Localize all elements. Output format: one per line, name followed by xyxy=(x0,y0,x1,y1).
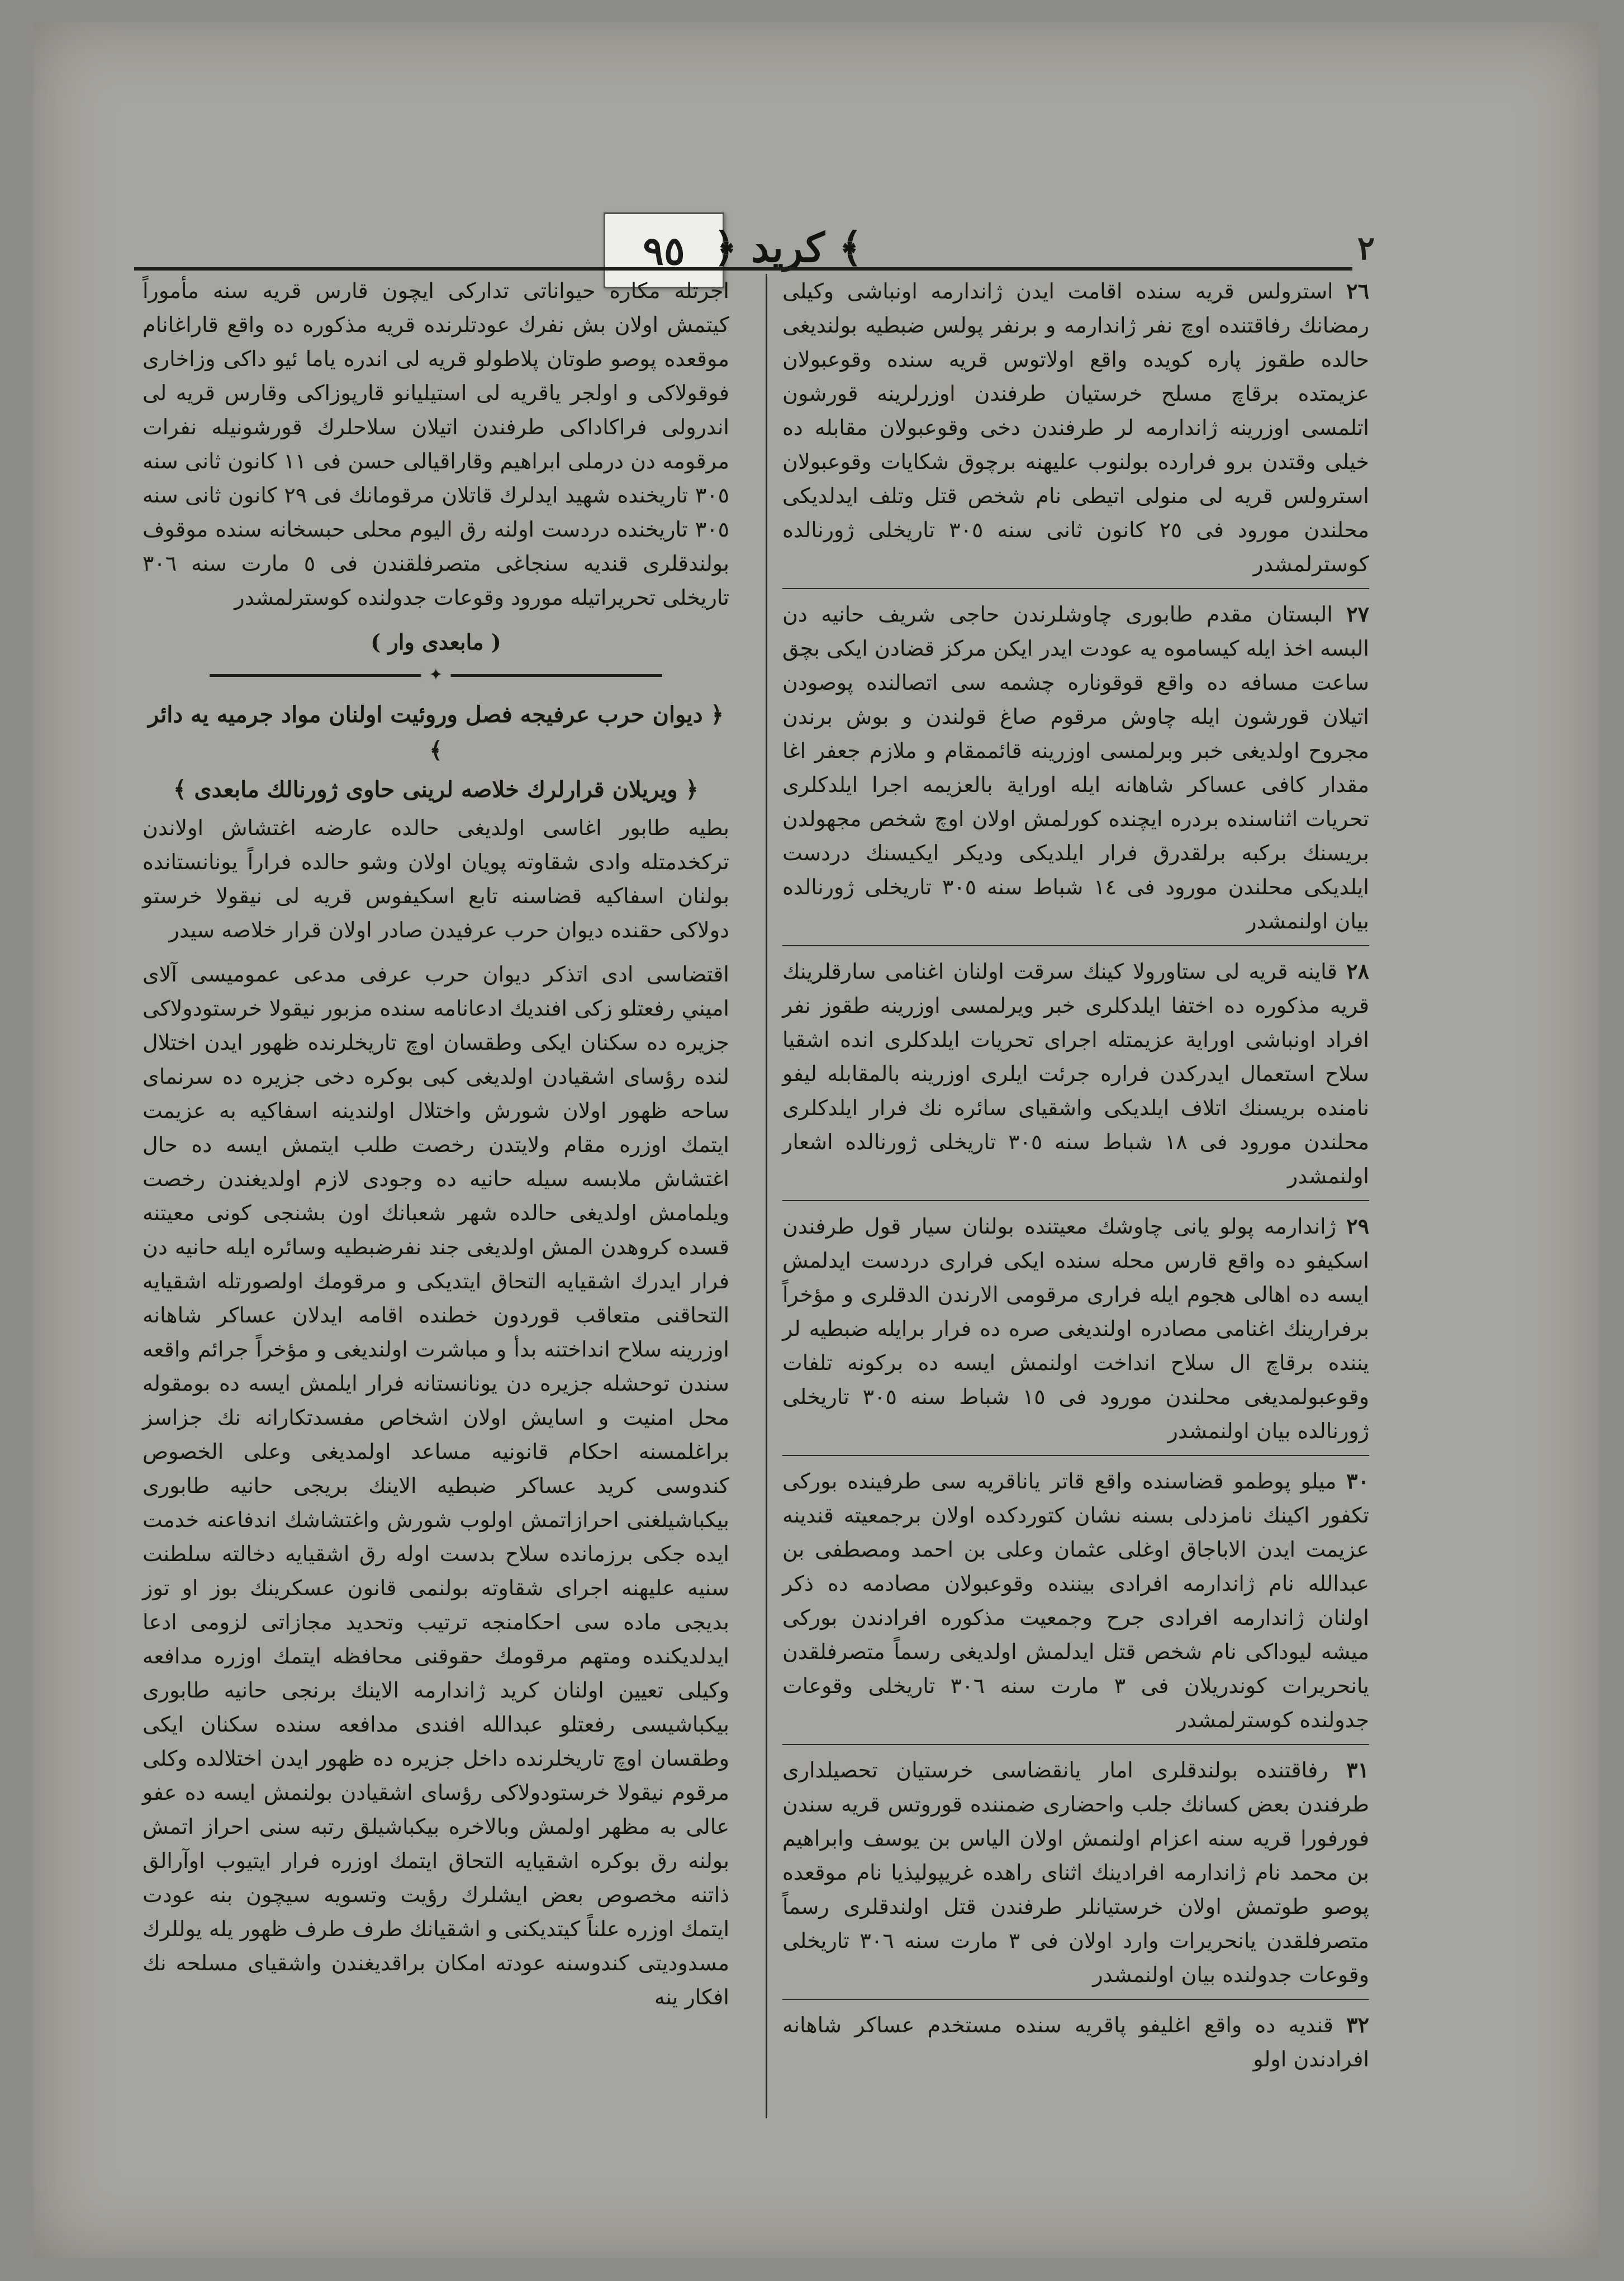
entry-26 xyxy=(782,274,1369,581)
ornamental-divider xyxy=(143,667,729,684)
entry-number: ٢٦ xyxy=(1346,278,1369,303)
entry-divider xyxy=(782,1999,1369,2000)
entry-31 xyxy=(782,1753,1369,1992)
entry-number: ٢٨ xyxy=(1346,959,1369,984)
left-column xyxy=(143,274,729,2024)
entry-divider xyxy=(782,1744,1369,1745)
masthead-title: ﴿ كريد ﴾ xyxy=(713,224,863,271)
right-column xyxy=(782,274,1369,2083)
entry-number: ٢٧ xyxy=(1346,601,1369,627)
archive-stamp-number: ٩٥ xyxy=(604,212,724,288)
section-heading-line-2: ﴿ ويريلان قرارلرك خلاصه لرينى حاوى ژورنالك مابعدى ﴾ xyxy=(173,776,699,803)
continued-article-text: اجرتله مكاره حيواناتى تداركى ايچون قارس قريه سنه مأموراً كيتمش اولان بش نفرك عودتلرنده قريه مذكوره ده واقع قاراغانام موقعده پوصو طوتان پلاطولو قريه لى اندره ياما ئيو داكى وزاخارى فوقولاكى و اولجر ياقريه لى استيليانو قارپوزاكى وقارس قريه لى اندرولى فراكاداكى طرفندن اتيلان سلاحلرك قورشونيله نفرات مرقومه دن درملى ابراهيم وقاراقيالى حسن فى ١١ كانون ثانى سنه ٣٠٥ تاريخنده شهيد ايدلرك قاتلان مرقومانك فى ٢٩ كانون ثانى سنه ٣٠٥ تاريخنده دردست اولنه رق اليوم محلى حبسخانه سنده موقوف بولندقلرى قنديه سنجاغى متصرفلقندن فى ٥ مارت سنه ٣٠٦ تاريخلى تحريراتيله مورود وقوعات جدولنده كوسترلمشدر xyxy=(143,278,729,610)
entry-divider xyxy=(782,588,1369,589)
entry-27 xyxy=(782,597,1369,938)
entry-divider xyxy=(782,1200,1369,1201)
header-rule xyxy=(134,267,1352,271)
entry-number: ٣١ xyxy=(1346,1757,1369,1782)
ornament-icon: ✦ xyxy=(421,667,450,684)
entry-number: ٣٠ xyxy=(1346,1468,1369,1493)
court-ruling-body: اقتضاسى ادى اتذكر ديوان حرب عرفى مدعى عموميسى آلاى اميني رفعتلو زكى افنديك ادعانامه سنده مزبور نيقولا خرستودولاكى جزيره ده سكنان ايكى وطقسان اوچ تاريخلرنده ظهور ايدن اختلال لنده رؤساى اشقيادن اولديغى كبى بوكره دخى جزيره ده سرنماى ساحه ظهور اولان شورش واختلال اولندينه اسفاكيه به عزيمت ايتمك اوزره مقام ولايتدن رخصت طلب ايتمش ايسه ده حال اغتشاش ملابسه سيله حانيه ده وجودى لازم اولديغندن رخصت ويلمامش اولديغى حالده شهر شعبانك اون بشنجى كونى معيتنه قسده كروهدن المش اولديغى جند نفرضبطيه وسائره ايله حانيه دن فرار ايدرك اشقيايه التحاق ايتديكى و مرقومك اولصورتله اشقيايه التحاقنى متعاقب قوردون خطنده اقامه ايدلان عساكر شاهانه اوزرينه سلاح انداختنه بدأ و مباشرت اولنديغى و مؤخراً جرائم واقعه سندن توحشله جزيره دن يونانستانه فرار ايلمش ايسه ده بومقوله محل امنيت و اسايش اولان اشخاص مفسدتكارانه نك جزاسز براغلمسنه احكام قانونيه مساعد اولمديغى وعلى الخصوص كندوسى كريد عساكر ضبطيه الاينك بريجى حانيه طابورى بيكباشيلغنى احرازاتمش اولوب شورش واغتشاشك اندفاعنه خدمت ايده جكى برزمانده سلاح بدست اوله رق اشقيايه دخالته سلطنت سنيه عليهنه اجراى شقاوته بولنمى قانون عسكرينك بوز او توز بديجى ماده سى احكامنجه ترتيب وتحديد مجازاتى لزومى ادعا ايدلديكنده ومتهم مرقومك حقوقنى محافظه ايتمك اوزره مدافعه وكيلى تعيين اولنان كريد ژاندارمه الاينك برنجى حانيه طابورى بيكباشيسى رفعتلو عبدالله افندى مدافعه سنده سكنان ايكى وطقسان اوچ تاريخلرنده داخل جزيره ده ظهور ايدن اختلالده وكلى مرقوم نيقولا خرستودولاكى رؤساى اشقيادن بولنمش ايسه ده عفو عالى به مظهر اولمش وبالاخره بيكباشيلق رتبه سنى احراز اتمش بولنه رق بوكره اشقيايه التحاق ايتمك اوزره فرار ايتيوب اوآرالق ذاتنه مخصوص بعض ايشلرك رؤيت وتسويه سيچون بنه عودت ايتمك اوزره علناً كيتديكنى و اشقيانك طرف طرف ظهور يله يوللرك مسدودیتى كندوسنه عودته امكان براقديغندن واشقياى مسلحه نك افكار ينه xyxy=(143,962,729,2009)
entry-28 xyxy=(782,954,1369,1193)
entry-29 xyxy=(782,1209,1369,1448)
entry-number: ٢٩ xyxy=(1346,1213,1369,1239)
entry-30 xyxy=(782,1464,1369,1737)
continued-note: ( مابعدى وار ) xyxy=(371,629,501,655)
entry-number: ٣٢ xyxy=(1346,2012,1369,2037)
entry-text: قاينه قريه لى ستاورولا كينك سرقت اولنان اغنامى سارقلرينك قريه مذكوره ده اختفا ايلدكلرى خبر ويرلمسى اوزرينه طقوز نفر افراد اونباشى اوراية عزيمتله اجراى تحريات ايلدكلرى انده اشقيا سلاح استعمال ايدركدن فراره جرئت ايلرى اوزرينه بالمقابله ليفو نامنده بريسنك اتلاف ايلديكى واشقياى سائره نك فرار ايلدكلرى محلندن مورود فى ١٨ شباط سنه ٣٠٥ تاريخلى ژورنالده اشعار اولنمشدر xyxy=(782,959,1369,1188)
entry-divider xyxy=(782,945,1369,946)
entry-divider xyxy=(782,1455,1369,1456)
entry-text: البستان مقدم طابورى چاوشلرندن حاجى شريف حانيه دن البسه اخذ ايله كيساموه يه عودت ايدر ايكن مركز قضادن ايكى بچق ساعت مسافه ده واقع قوقوناره چشمه سى اتصالنده پوصودن اتيلان قورشون ايله چاوش مرقوم صاغ قولندن و بوش برندن مجروح اولديغى خبر وبرلمسى اوزرينه قائممقام و ملازم جعفر اغا مقدار كافى عساكر شاهانه ايله اوراية بالعزيمه اجرا ايلدكلرى تحريات اثناسنده بردره ايچنده كورلمش اولان اوچ شخص مجهولدن بريسنك بركبه برلقدرق فرار ايلديكى وديكر ايكيسنك دردست ايلديكى محلندن مورود فى ١٤ شباط سنه ٣٠٥ تاريخلى ژورنالده بيان اولنمشدر xyxy=(782,602,1369,933)
page-number: ٢ xyxy=(1357,229,1375,267)
court-ruling-intro: بطيه طابور اغاسى اولديغى حالده عارضه اغتشاش اولاندن تركخدمتله وادى شقاوته پويان اولان وشو حالده فراراً يونانستانده بولنان اسفاكيه قضاسنه تابع اسكيفوس قريه لى نيقولا خرستو دولاكى حقنده ديوان حرب عرفيدن صادر اولان قرار خلاصه سيدر xyxy=(143,815,729,942)
entry-32 xyxy=(782,2008,1369,2076)
entry-text: ميلو پوطمو قضاسنده واقع قاتر ياناقريه سى طرفينده بوركى تكفور اكينك نامزدلى بسنه نشان كتوردكده اولان برجمعيته قندينه عزيمت ايدن الاباجاق اوغلى عثمان وعلى بن احمد ومصطفى بن عبدالله نام ژاندارمه افرادى بيننده وقوعبولان مصادمه ده ذكر اولنان ژاندارمه افرادى جرح وجمعيت مذكوره افرادندن بوركى ميشه ليوداكى نام شخص قتل ايدلمش اولديغى رسماً متصرفلقدن يانحريرات كوندريلان فى ٣ مارت سنه ٣٠٦ تاريخلى وقوعات جدولنده كوسترلمشدر xyxy=(782,1469,1369,1732)
section-heading-line-1: ﴿ ديوان حرب عرفيجه فصل وروئيت اولنان مواد جرميه يه دائر ﴾ xyxy=(148,701,724,764)
entry-text: قنديه ده واقع اغليفو پاقريه سنده مستخدم عساكر شاهانه افرادندن اولو xyxy=(782,2013,1369,2071)
entry-text: ژاندارمه پولو يانى چاوشك معيتنده بولنان سيار قول طرفندن اسكيفو ده واقع قارس محله سنده ايكى فرارى دردست ايدلمش ايسه ده اهالى هجوم ايله فرارى مرقومى الارندن الدقلرى و مؤخراً برفرارينك اغنامى مصادره اولنديغى صره ده فرار برايله ضبطيه لر يننده برقاچ ال سلاح انداخت اولنمش ايسه ده بركونه تلفات وقوعبولمديغى محلندن مورود فى ١٥ شباط سنه ٣٠٥ تاريخلى ژورنالده بيان اولنمشدر xyxy=(782,1214,1369,1443)
entry-text: استرولس قريه سنده اقامت ايدن ژاندارمه اونباشى وكيلى رمضانك رفاقتنده اوچ نفر ژاندارمه و برنفر پولس ضبطيه بولنديغى حالده طقوز پاره كويده واقع اولاتوس قريه سنده وقوعبولان عزيمتده برقاچ مسلح خرستيان طرفندن اوزرلرينه قورشون اتلمسى اوزرينه ژاندارمه لر طرفندن دخى وقوعبولان مقابله ده خيلى وقتدن برو فرارده بولنوب عليهنه برچوق شكايات وقوعبولان استرولس قريه لى منولى اتيطى نام شخص قتل وتلف ايدلديكى محلندن مورود فى ٢٥ كانون ثانى سنه ٣٠٥ تاريخلى ژورنالده كوسترلمشدر xyxy=(782,279,1369,576)
entry-text: رفاقتنده بولندقلرى امار يانقضاسى خرستيان تحصيلدارى طرفندن بعض كسانك جلب واحضارى ضمننده قوروتس قريه سندن فورفورا قريه سنه اعزام اولنمش اولان الياس بن يوسف وابراهيم بن محمد نام ژاندارمه افرادينك اثناى راهده غريپوليذيا نام موقعده پوصو طوتمش اولان خرستيانلر طرفندن قتل اولندقلرى رسماً متصرفلقدن يانحريرات وارد اولان فى ٣ مارت سنه ٣٠٦ تاريخلى وقوعات جدولنده بيان اولنمشدر xyxy=(782,1758,1370,1987)
column-divider xyxy=(766,274,767,2118)
